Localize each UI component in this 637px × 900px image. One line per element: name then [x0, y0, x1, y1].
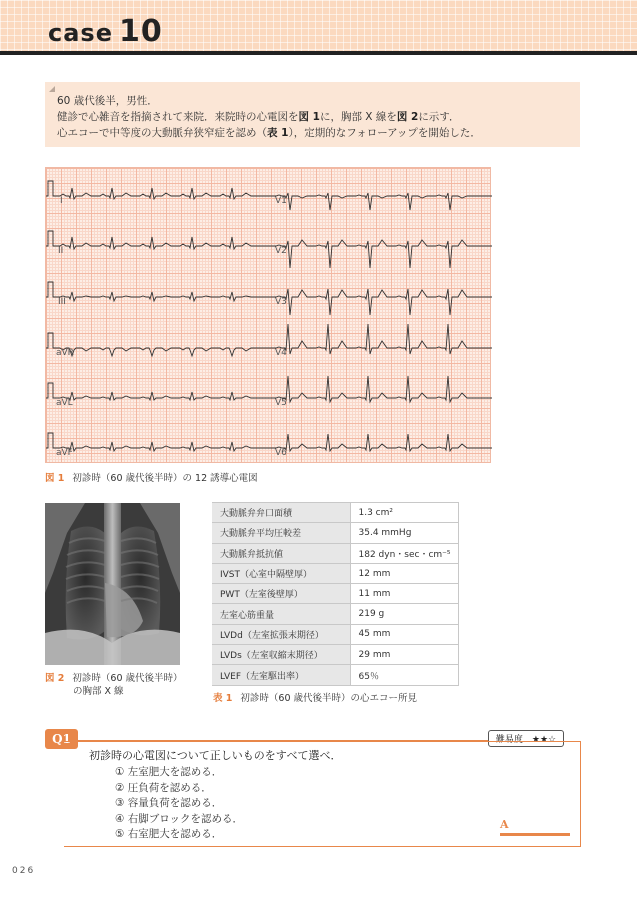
ecg-traces	[46, 168, 492, 464]
echo-parameter: 大動脈弁平均圧較差	[212, 523, 350, 543]
echo-value: 182 dyn・sec・cm⁻⁵	[350, 543, 459, 563]
echo-value: 65％	[350, 665, 459, 685]
page-number: 026	[12, 866, 36, 876]
ecg-lead-trace	[46, 333, 272, 356]
case-intro-box	[45, 82, 580, 147]
echo-parameter: 左室心筋重量	[212, 604, 350, 624]
echo-table-row	[212, 604, 459, 624]
difficulty-badge: 難易度 ★★☆	[488, 730, 564, 747]
lead-label-left-2: III	[58, 297, 66, 307]
echo-parameter: 大動脈弁弁口面積	[212, 503, 350, 523]
echo-table	[212, 502, 459, 686]
page-header	[0, 0, 637, 55]
ecg-lead-trace	[272, 434, 492, 451]
echo-table-row	[212, 543, 459, 563]
lead-label-right-0: V1	[275, 196, 287, 206]
fig2-ref: 図 2	[396, 111, 419, 123]
chest-xray-image	[45, 503, 180, 665]
ecg-lead-trace	[272, 376, 492, 402]
echo-value: 219 g	[350, 604, 459, 624]
lead-label-left-1: II	[58, 246, 64, 256]
question-text: 初診時の心電図について正しいものをすべて選べ．	[89, 749, 342, 762]
lead-label-right-4: V5	[275, 398, 287, 408]
lead-label-right-1: V2	[275, 246, 287, 256]
echo-parameter: LVDs（左室収縮末期径）	[212, 645, 350, 665]
echo-parameter: IVST（心室中隔壁厚）	[212, 563, 350, 583]
echo-value: 29 mm	[350, 645, 459, 665]
echo-table-row	[212, 563, 459, 583]
ecg-lead-trace	[272, 289, 492, 315]
xray-caption: 図 2 初診時（60 歳代後半時） の胸部 X 線	[45, 673, 183, 697]
ecg-lead-trace	[272, 324, 492, 354]
ecg-caption: 図 1 初診時（60 歳代後半時）の 12 誘導心電図	[45, 473, 258, 484]
echo-value: 45 mm	[350, 624, 459, 644]
ecg-lead-trace	[46, 282, 272, 301]
echo-table-row	[212, 645, 459, 665]
lead-label-left-0: I	[60, 196, 63, 206]
ecg-lead-trace	[46, 383, 272, 400]
option-1: ① 左室肥大を認める．	[115, 766, 223, 778]
lead-label-right-5: V6	[275, 448, 287, 458]
answer-label: A	[500, 818, 509, 831]
echo-parameter: LVDd（左室拡張末期径）	[212, 624, 350, 644]
case-number: 10	[118, 14, 163, 49]
lead-label-left-5: aVF	[56, 448, 73, 458]
table-ref: 表 1	[267, 127, 289, 139]
ecg-lead-trace	[272, 193, 492, 210]
answer-underline	[500, 833, 570, 836]
ecg-lead-trace	[46, 231, 272, 249]
echo-table-row	[212, 665, 459, 685]
option-4: ④ 右脚ブロックを認める．	[115, 812, 244, 825]
lead-label-left-3: aVR	[56, 348, 74, 358]
echo-value: 35.4 mmHg	[350, 523, 459, 543]
ecg-figure	[45, 167, 491, 463]
echo-table-row	[212, 503, 459, 523]
echo-parameter: 大動脈弁抵抗値	[212, 543, 350, 563]
echo-table-row	[212, 523, 459, 543]
corner-triangle-icon	[49, 86, 55, 92]
lead-label-right-2: V3	[275, 297, 287, 307]
option-3: ③ 容量負荷を認める．	[115, 797, 223, 809]
option-5: ⑤ 右室肥大を認める．	[115, 828, 223, 840]
question-badge: Q1	[45, 729, 78, 749]
fig1-ref: 図 1	[298, 111, 320, 123]
intro-line-1: 60 歳代後半，男性．	[57, 95, 158, 107]
ecg-lead-trace	[46, 181, 272, 199]
answer-options	[115, 765, 243, 843]
option-2: ② 圧負荷を認める．	[115, 781, 212, 794]
echo-table-caption: 表 1 初診時（60 歳代後半時）の心エコー所見	[213, 693, 418, 704]
echo-value: 12 mm	[350, 563, 459, 583]
echo-table-row	[212, 584, 459, 604]
ecg-lead-trace	[46, 433, 272, 451]
echo-value: 1.3 cm²	[350, 503, 459, 523]
intro-line-2: 健診で心雑音を指摘されて来院．来院時の心電図を図 1に，胸部 X 線を図 2に示す．	[57, 111, 460, 123]
echo-parameter: LVEF（左室駆出率）	[212, 665, 350, 685]
intro-line-3: 心エコーで中等度の大動脈弁狭窄症を認め（表 1），定期的なフォローアップを開始した．	[57, 127, 481, 139]
echo-table-row	[212, 624, 459, 644]
ecg-lead-trace	[272, 240, 492, 268]
echo-parameter: PWT（左室後壁厚）	[212, 584, 350, 604]
case-word: case	[48, 19, 113, 47]
case-title	[48, 14, 163, 49]
lead-label-left-4: aVL	[56, 398, 73, 408]
echo-value: 11 mm	[350, 584, 459, 604]
lead-label-right-3: V4	[275, 348, 287, 358]
